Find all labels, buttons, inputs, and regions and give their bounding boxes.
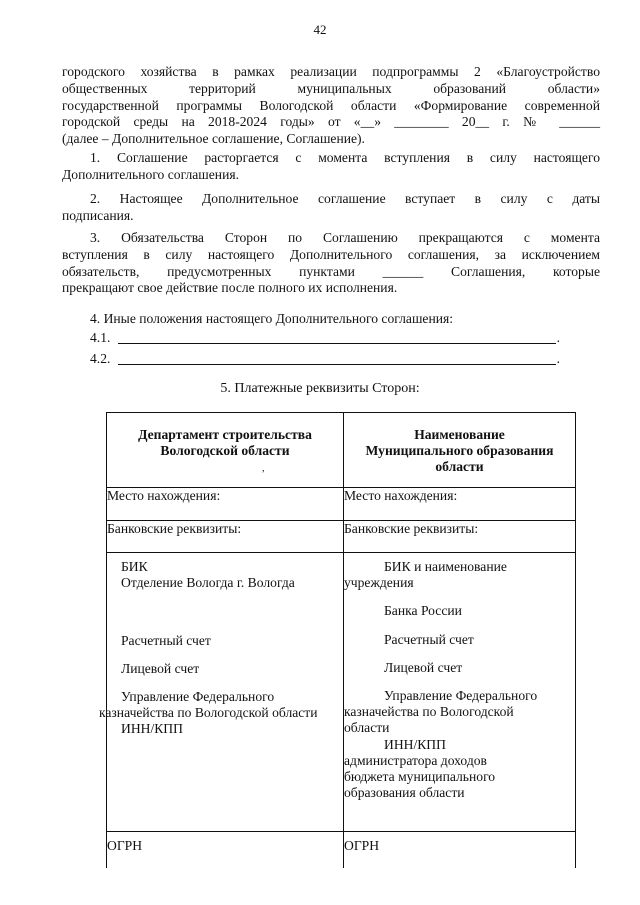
header-line: области bbox=[435, 459, 484, 474]
bank-label: Банковские реквизиты: bbox=[344, 521, 479, 536]
clause-2 bbox=[62, 191, 600, 225]
clause-line: прекращают свое действие после полного их исполнения. bbox=[62, 280, 398, 296]
treasury-line: Управление Федерального bbox=[384, 688, 538, 703]
admin-line: администратора доходов bbox=[344, 753, 487, 768]
admin-line: бюджета муниципального bbox=[344, 769, 496, 784]
fill-label: 4.1. bbox=[90, 330, 111, 345]
header-mark: , bbox=[262, 463, 265, 474]
location-label: Место нахождения: bbox=[107, 488, 221, 503]
treasury-line: казначейства по Вологодской bbox=[344, 704, 514, 719]
blank-line bbox=[118, 364, 556, 365]
personal-account-label: Лицевой счет bbox=[384, 660, 463, 675]
header-line: Муниципального образования bbox=[365, 443, 554, 458]
clause-line: 1. Соглашение расторгается с момента вступления в силу настоящего bbox=[90, 150, 600, 165]
bank-russia-label: Банка России bbox=[384, 603, 462, 618]
bik-label: БИК bbox=[121, 559, 148, 574]
left-ogrn bbox=[107, 832, 344, 869]
left-details bbox=[99, 553, 344, 832]
clause-line: подписания. bbox=[62, 207, 134, 223]
header-line: Вологодской области bbox=[160, 443, 290, 458]
intro-line: общественных территорий муниципальных образований области» bbox=[62, 80, 600, 96]
clause-line: 3. Обязательства Сторон по Соглашению прекращаются с момента bbox=[90, 230, 600, 245]
inn-label: ИНН/КПП bbox=[121, 721, 183, 736]
location-label: Место нахождения: bbox=[344, 488, 458, 503]
treasury-line: области bbox=[344, 720, 390, 735]
intro-line: городской среды на 2018-2024 годы» от «__» ________ 20__ г. № ______ bbox=[62, 114, 600, 130]
ogrn-label: ОГРН bbox=[107, 838, 143, 853]
intro-line: городского хозяйства в рамках реализации подпрограммы 2 «Благоустройство bbox=[62, 64, 600, 79]
fill-label: 4.2. bbox=[90, 351, 111, 366]
intro-line: (далее – Дополнительное соглашение, Соглашение). bbox=[62, 131, 365, 147]
branch-label: Отделение Вологда г. Вологда bbox=[121, 575, 295, 590]
fill-line-4-2 bbox=[90, 351, 560, 367]
inn-label: ИНН/КПП bbox=[384, 737, 446, 752]
page-number: 42 bbox=[313, 22, 327, 37]
account-label: Расчетный счет bbox=[384, 632, 474, 647]
bik-line: учреждения bbox=[344, 575, 414, 590]
right-ogrn bbox=[344, 832, 576, 869]
admin-line: образования области bbox=[344, 785, 465, 800]
personal-account-label: Лицевой счет bbox=[121, 661, 200, 676]
fill-line-4-1 bbox=[90, 330, 560, 346]
clause-line: вступления в силу настоящего Дополнительного соглашения, за исключением bbox=[62, 246, 600, 262]
treasury-line: казначейства по Вологодской области bbox=[99, 705, 318, 720]
header-line: Департамент строительства bbox=[138, 427, 312, 442]
intro-paragraph bbox=[62, 64, 600, 148]
intro-line: государственной программы Вологодской области «Формирование современной bbox=[62, 97, 600, 113]
clause-line: 4. Иные положения настоящего Дополнительного соглашения: bbox=[90, 311, 454, 326]
treasury-line: Управление Федерального bbox=[121, 689, 275, 704]
ogrn-label: ОГРН bbox=[344, 838, 380, 853]
header-line: Наименование bbox=[414, 427, 505, 442]
requisites-table bbox=[99, 412, 576, 868]
clause-line: обязательств, предусмотренных пунктами ______ Соглашения, которые bbox=[62, 263, 600, 279]
clause-3 bbox=[62, 230, 600, 297]
section-title: 5. Платежные реквизиты Сторон: bbox=[220, 381, 420, 396]
right-header bbox=[344, 413, 576, 488]
blank-line bbox=[118, 343, 556, 344]
account-label: Расчетный счет bbox=[121, 633, 211, 648]
fill-end: . bbox=[556, 330, 560, 345]
clause-line: Дополнительного соглашения. bbox=[62, 166, 239, 182]
clause-line: 2. Настоящее Дополнительное соглашение вступает в силу с даты bbox=[90, 191, 600, 206]
clause-4 bbox=[62, 311, 600, 328]
left-header bbox=[107, 413, 344, 488]
fill-end: . bbox=[556, 351, 560, 366]
clause-1 bbox=[62, 150, 600, 184]
right-details bbox=[344, 553, 576, 832]
right-bank bbox=[344, 521, 576, 553]
left-bank bbox=[107, 521, 344, 553]
left-location bbox=[107, 488, 344, 521]
bank-label: Банковские реквизиты: bbox=[107, 521, 242, 536]
bik-line: БИК и наименование bbox=[384, 559, 507, 574]
right-location bbox=[344, 488, 576, 521]
